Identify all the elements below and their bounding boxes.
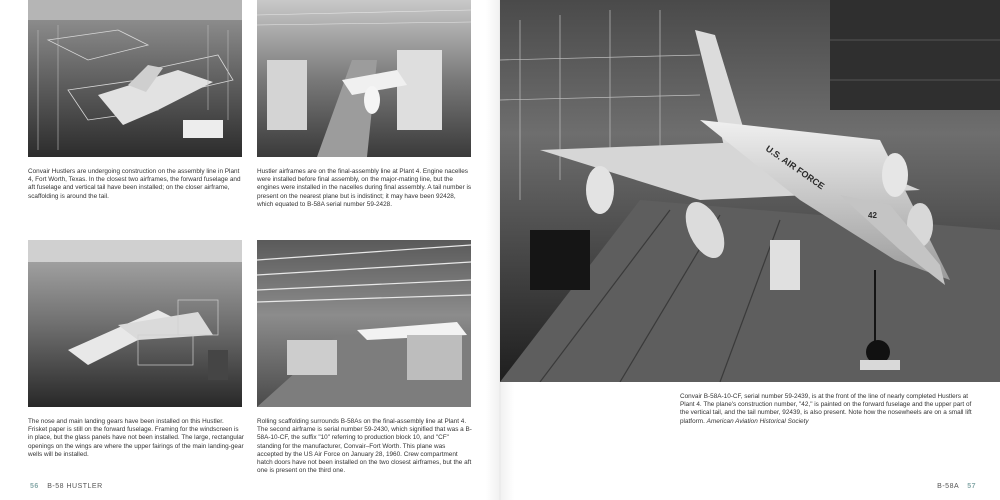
caption-photo-5 xyxy=(680,393,980,426)
left-page-number: 56 xyxy=(30,483,39,490)
photo-assembly-line-plant4 xyxy=(28,0,242,157)
left-page-folio xyxy=(24,483,103,490)
caption-photo-1: Convair Hustlers are undergoing construction on the assembly line in Plant 4, Fort Worth, Texas. In the closest two airframes, the forward fuselage and aft fuselage and vertical tail have been installed; on the closer airframe, scaffolding is around the tail. xyxy=(28,168,241,200)
construction-number-text: 42 xyxy=(868,211,877,220)
right-page-folio xyxy=(937,483,982,490)
caption-photo-2: Hustler airframes are on the final-assembly line at Plant 4. Engine nacelles were installed before final assembly, on the major-mating line, but the engines were installed in the nacelles during final assembly. A tail number is present on the nearest plane but is indistinct; it may have been 92428, which equated to B-58A serial number 59-2428. xyxy=(257,168,472,208)
caption-photo-5-text: Convair B-58A-10-CF, serial number 59-2439, is at the front of the line of nearly completed Hustlers at Plant 4. The plane's construction number, "42," is painted on the forward fuselage and the upper part of the vertical tail, and the tail number, 92439, is also present. Note how the nosewheels are on a small lift platform. xyxy=(680,393,972,425)
fuselage-marking-text: U.S. AIR FORCE xyxy=(763,143,827,192)
left-running-head: B-58 HUSTLER xyxy=(47,483,103,490)
photo-rolling-scaffolding xyxy=(257,240,471,407)
caption-photo-4: Rolling scaffolding surrounds B-58As on the final-assembly line at Plant 4. The second airframe is serial number 59-2430, which signified that was a B-58A-10-CF, the suffix "10" referring to production block 10, and "CF" standing for the manufacturer, Convair–Fort Worth. This plane was accepted by the US Air Force on January 28, 1960. Crew compartment hatch doors have not been installed on the two closest airframes, but the aft one is present on the third one. xyxy=(257,418,472,475)
right-running-head: B-58A xyxy=(937,483,959,490)
photo-b58a-59-2439 xyxy=(500,0,1000,382)
photo-credit: American Aviation Historical Society xyxy=(706,417,809,425)
caption-photo-3: The nose and main landing gears have been installed on this Hustler. Frisket paper is still on the forward fuselage. Framing for the windscreen is in place, but the glass panels have not been installed. The large, rectangular openings on the wings are where the upper fairings of the main landing-gear wells will be installed. xyxy=(28,418,244,458)
right-page-number: 57 xyxy=(967,483,976,490)
photo-final-assembly-nacelles xyxy=(257,0,471,157)
photo-landing-gears-installed xyxy=(28,240,242,407)
